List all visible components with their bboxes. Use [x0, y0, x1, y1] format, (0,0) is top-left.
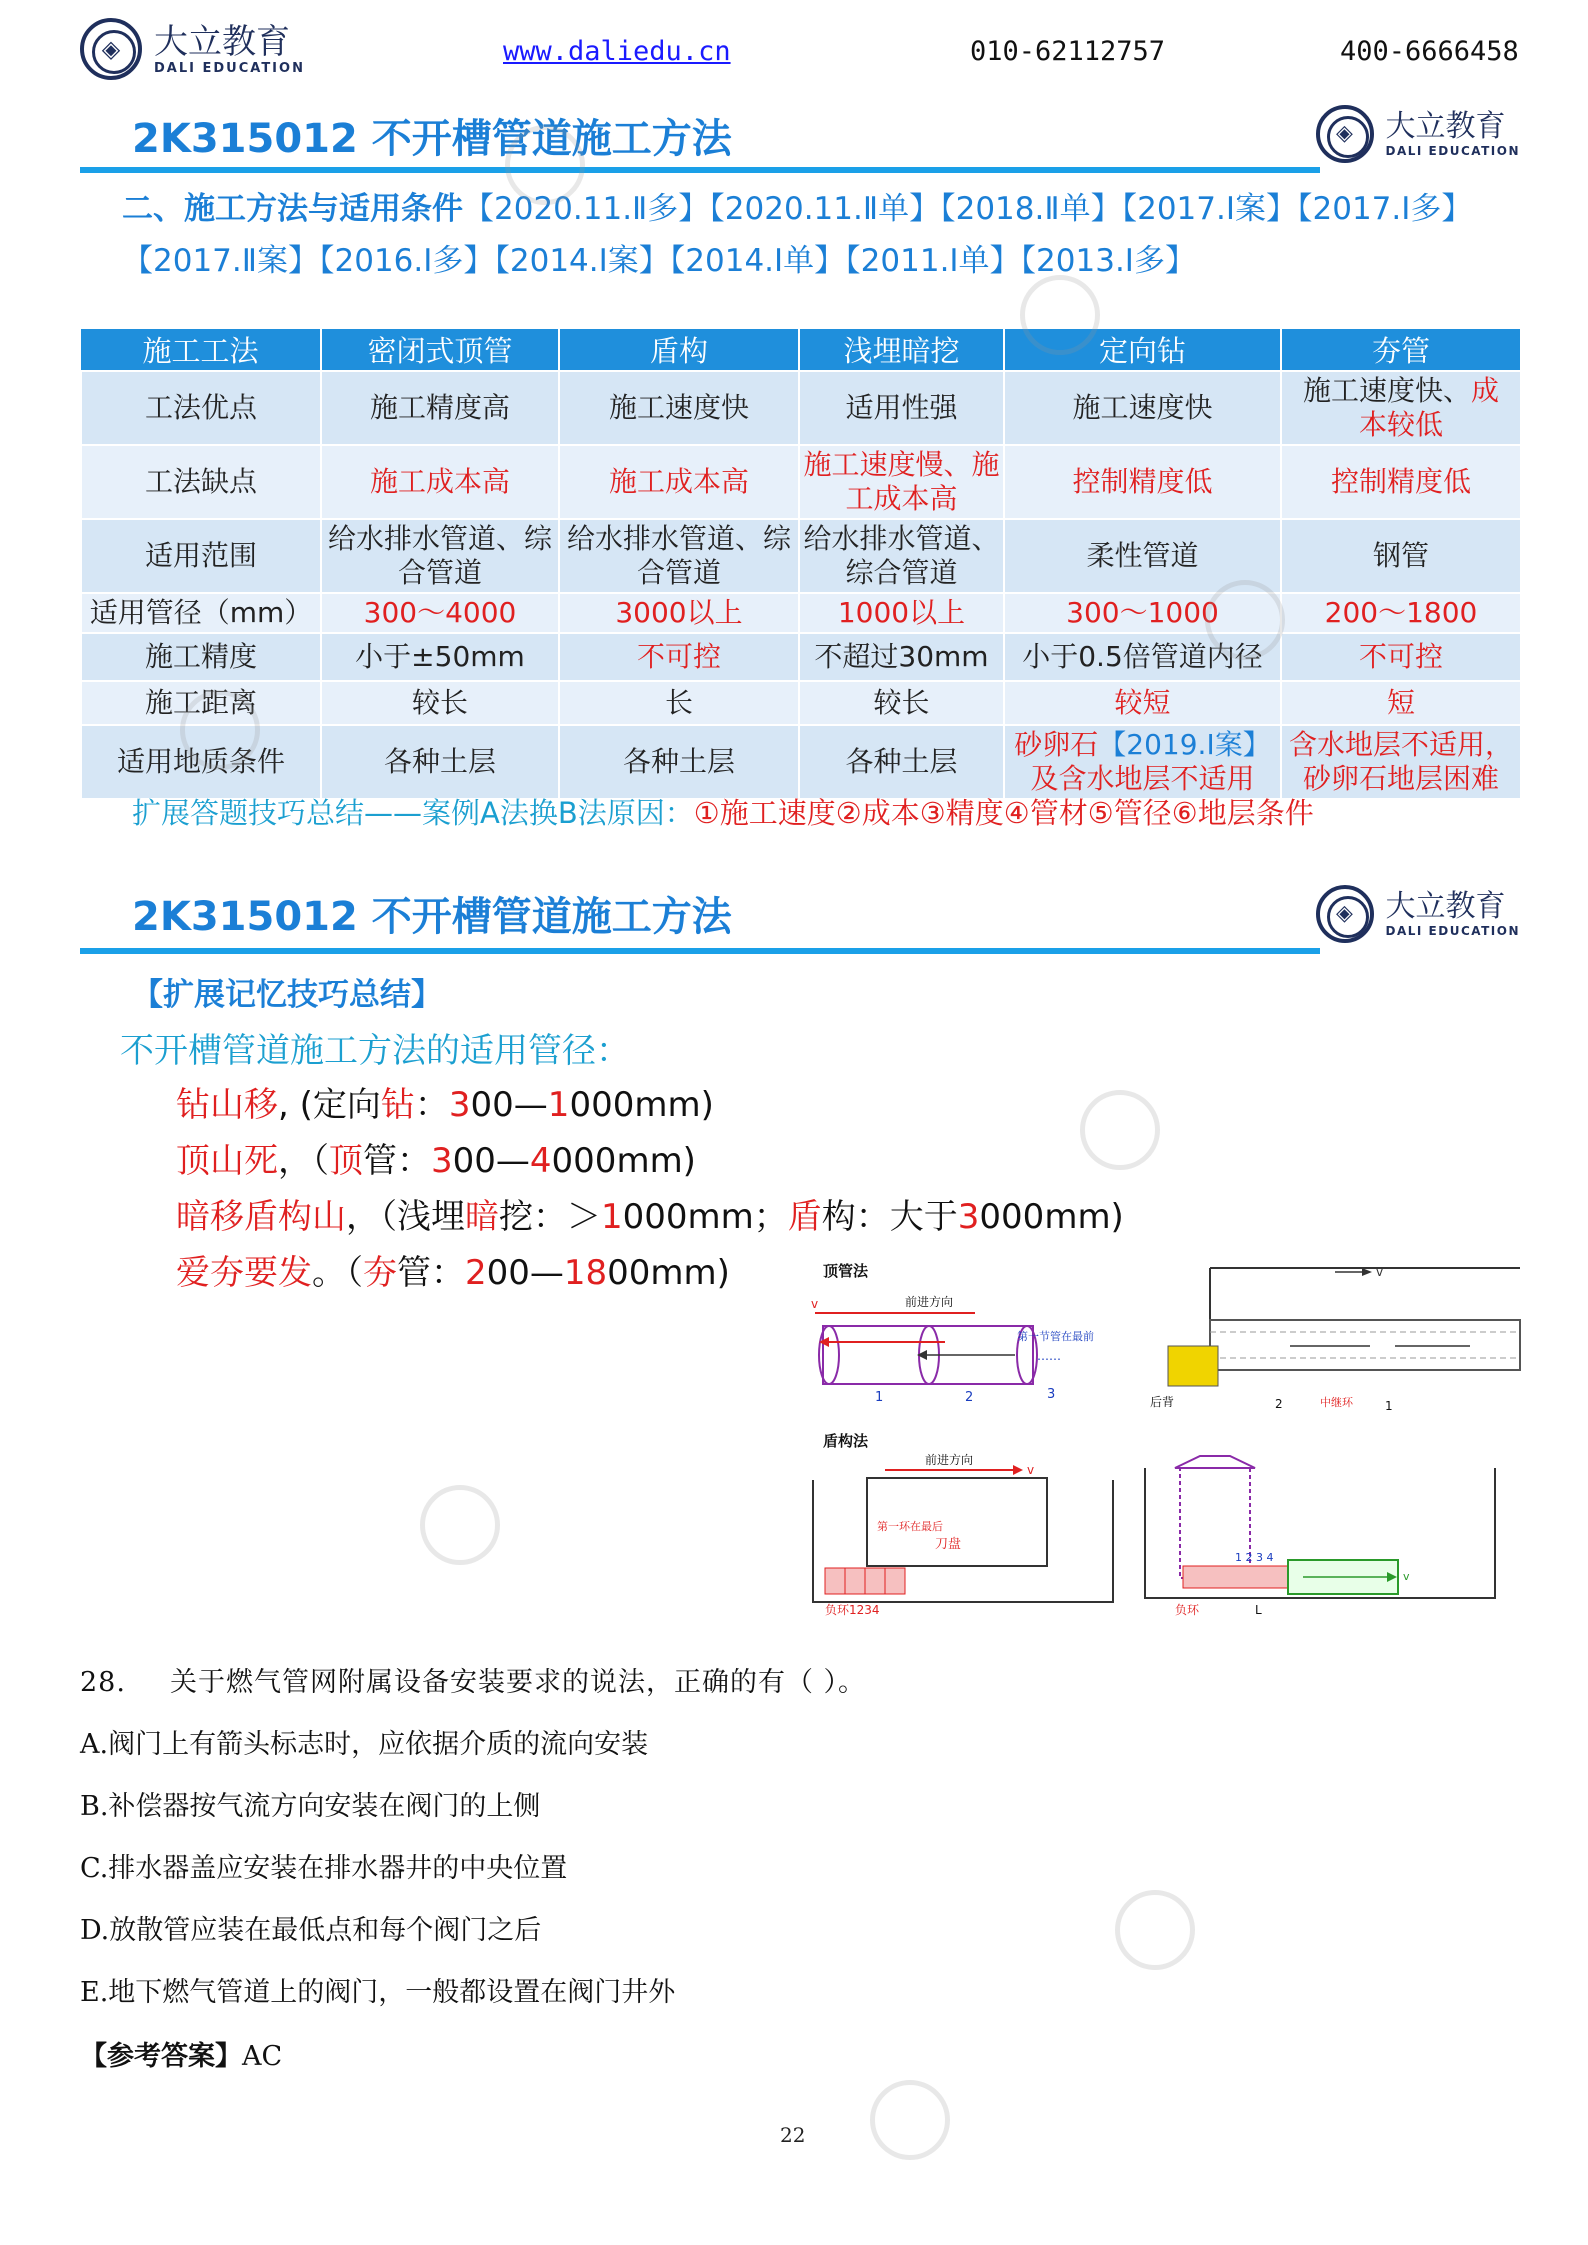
table-cell: 不可控 [559, 633, 799, 681]
neg-ring-label: 负环 [1175, 1603, 1200, 1617]
table-cell: 施工成本高 [321, 445, 559, 519]
tips-summary [132, 791, 1314, 832]
mnemonic: 顶山死 [176, 1141, 278, 1181]
mnemonic: 爱夯要发 [176, 1253, 312, 1293]
memory-heading: 【扩展记忆技巧总结】 [132, 977, 442, 1013]
first-ring-label: 第一环在最后 [877, 1520, 943, 1533]
table-cell: 不可控 [1281, 633, 1521, 681]
table-cell [1281, 371, 1521, 445]
table-cell: 施工精度高 [321, 371, 559, 445]
tips-prefix: 扩展答题技巧总结——案例A法换B法原因： [132, 796, 694, 830]
line-text: ： [414, 1085, 449, 1125]
header-logo [80, 18, 305, 80]
shield-section-diagram [1135, 1448, 1515, 1618]
slide-methods-table [80, 95, 1520, 845]
table-cell: 给水排水管道、综合管道 [559, 519, 799, 593]
table-cell: 柔性管道 [1004, 519, 1281, 593]
memory-line [176, 1133, 696, 1182]
table-cell: 含水地层不适用，砂卵石地层困难 [1281, 725, 1521, 799]
methods-table [80, 329, 1522, 800]
row-header: 施工精度 [81, 633, 321, 681]
line-key: 夯 [363, 1253, 397, 1293]
crane-top [1175, 1456, 1255, 1468]
relay-ring-label: 中继环 [1320, 1396, 1353, 1409]
line-key: 3 [431, 1141, 453, 1181]
slide-logo [1316, 885, 1521, 943]
question-stem [80, 1660, 866, 1699]
table-cell: 短 [1281, 681, 1521, 725]
logo-cn: 大立教育 [154, 21, 290, 62]
table-cell [1004, 725, 1281, 799]
table-cell: 适用性强 [799, 371, 1004, 445]
line-text: 00mm) [607, 1253, 730, 1293]
table-row [81, 519, 1521, 593]
segment-rings [1183, 1566, 1288, 1588]
diagram-title: 盾构法 [823, 1432, 869, 1450]
mnemonic: 钻山移 [176, 1085, 278, 1125]
line-key: 3 [957, 1197, 980, 1237]
tips-reasons: ①施工速度②成本③精度④管材⑤管径⑥地层条件 [693, 796, 1314, 830]
phone-number-2: 400-6666458 [1340, 36, 1519, 67]
line-key: 18 [563, 1253, 608, 1293]
mnemonic: 暗移盾构山 [176, 1197, 346, 1237]
direction-label: 前进方向 [905, 1295, 954, 1309]
line-text: 00— [470, 1085, 548, 1125]
exam-tags: 【2020.11.Ⅱ多】【2020.11.Ⅱ单】【2018.Ⅱ单】【2017.Ⅰ案】【2017.Ⅰ多】【2017.Ⅱ案】【2016.Ⅰ多】【2014.Ⅰ案】【2014.Ⅰ单】【2011.Ⅰ单】【2013.Ⅰ多】 [122, 191, 1473, 279]
answer-value: AC [242, 2041, 283, 2072]
line-text: 管： [363, 1141, 431, 1181]
page-number: 22 [780, 2123, 806, 2147]
page-header [0, 0, 1588, 100]
cutter-label: 刀盘 [935, 1537, 962, 1552]
cell-text-red: 本较低 [1358, 408, 1443, 441]
table-row [81, 371, 1521, 445]
row-header: 施工距离 [81, 681, 321, 725]
table-header-cell: 盾构 [559, 329, 799, 371]
table-cell: 各种土层 [321, 725, 559, 799]
answer-label: 【参考答案】 [80, 2041, 242, 2072]
line-text: 000mm； [622, 1197, 788, 1237]
v-label: v [1403, 1570, 1410, 1583]
table-header-cell: 定向钻 [1004, 329, 1281, 371]
memory-line [176, 1245, 730, 1294]
line-text: 构：大于 [821, 1197, 958, 1237]
option-c: C.排水器盖应安装在排水器井的中央位置 [80, 1853, 568, 1884]
memory-subheading: 不开槽管道施工方法的适用管径： [120, 1031, 630, 1071]
dali-emblem-icon [80, 18, 142, 80]
cell-text: 施工速度快、 [1302, 374, 1471, 407]
logo-en: DALI EDUCATION [1385, 924, 1520, 938]
length-label: L [1255, 1603, 1262, 1617]
backrest-block [1168, 1346, 1218, 1386]
table-cell: 施工成本高 [559, 445, 799, 519]
line-text: 000mm) [551, 1141, 696, 1181]
logo-en: DALI EDUCATION [154, 60, 305, 76]
dali-emblem-icon [1316, 105, 1374, 163]
line-key: 暗 [465, 1197, 499, 1237]
table-cell: 200～1800 [1281, 593, 1521, 633]
pipe-ramming-diagram [1140, 1258, 1525, 1443]
line-key: 顶 [329, 1141, 363, 1181]
v-label: v [1027, 1463, 1035, 1477]
line-text: ，（ [278, 1141, 329, 1181]
line-text: 00— [486, 1253, 564, 1293]
shield-method-diagram [805, 1430, 1135, 1620]
table-cell: 较长 [799, 681, 1004, 725]
table-cell: 3000以上 [559, 593, 799, 633]
table-header-cell: 密闭式顶管 [321, 329, 559, 371]
table-row [81, 593, 1521, 633]
line-key: 1 [547, 1085, 570, 1125]
logo-cn: 大立教育 [1385, 109, 1506, 144]
row-header: 适用范围 [81, 519, 321, 593]
num-label: 3 [1047, 1387, 1056, 1402]
website-link[interactable]: www.daliedu.cn [503, 36, 731, 67]
diagram-title: 顶管法 [823, 1262, 869, 1280]
num-label: 1 [1385, 1399, 1393, 1413]
row-header: 适用地质条件 [81, 725, 321, 799]
table-cell: 300～4000 [321, 593, 559, 633]
table-cell: 施工速度快 [1004, 371, 1281, 445]
option-e: E.地下燃气管道上的阀门，一般都设置在阀门井外 [80, 1977, 676, 2008]
table-cell: 小于±50mm [321, 633, 559, 681]
reference-answer [80, 2034, 282, 2073]
exam-tag: 【2019.Ⅰ案】 [1098, 728, 1271, 761]
cell-text-red: 及含水地层不适用 [1030, 762, 1255, 795]
slide-title: 2K315012 不开槽管道施工方法 [132, 116, 732, 162]
line-key: 4 [529, 1141, 552, 1181]
question-text: 关于燃气管网附属设备安装要求的说法，正确的有（ ）。 [169, 1667, 867, 1698]
first-pipe-label: 第一节管在最前 [1017, 1330, 1094, 1343]
memory-line [176, 1077, 714, 1126]
option-b: B.补偿器按气流方向安装在阀门的上侧 [80, 1791, 541, 1822]
option-a: A.阀门上有箭头标志时，应依据介质的流向安装 [80, 1729, 649, 1760]
direction-label: 前进方向 [925, 1453, 974, 1467]
v-label: v [811, 1297, 819, 1311]
watermark-icon [1115, 1890, 1195, 1970]
cell-text-red: 成 [1471, 374, 1500, 407]
phone-number-1: 010-62112757 [970, 36, 1166, 67]
dots: …… [1037, 1349, 1061, 1363]
section-heading-lead: 二、施工方法与适用条件 [122, 191, 463, 227]
table-row [81, 681, 1521, 725]
backrest-label: 后背 [1150, 1395, 1175, 1409]
table-cell: 各种土层 [799, 725, 1004, 799]
table-cell: 小于0.5倍管道内径 [1004, 633, 1281, 681]
line-text: ，（浅埋 [346, 1197, 465, 1237]
table-cell: 给水排水管道、综合管道 [321, 519, 559, 593]
line-text: 挖：＞ [499, 1197, 601, 1237]
num-label: 2 [1275, 1397, 1283, 1411]
table-cell: 施工速度快 [559, 371, 799, 445]
section-heading [122, 183, 1522, 287]
num-label: 2 [965, 1390, 974, 1405]
table-cell: 300～1000 [1004, 593, 1281, 633]
table-cell: 较长 [321, 681, 559, 725]
table-row [81, 725, 1521, 799]
table-cell: 给水排水管道、综合管道 [799, 519, 1004, 593]
slide-title: 2K315012 不开槽管道施工方法 [132, 894, 732, 940]
line-key: 3 [448, 1085, 471, 1125]
question-number: 28. [80, 1667, 126, 1698]
table-cell: 长 [559, 681, 799, 725]
ring-numbers: 1 2 3 4 [1235, 1551, 1274, 1564]
table-cell: 各种土层 [559, 725, 799, 799]
table-header-cell: 夯管 [1281, 329, 1521, 371]
row-header: 工法缺点 [81, 445, 321, 519]
line-text: 00— [452, 1141, 530, 1181]
neg-ring-label: 负环1234 [825, 1603, 880, 1617]
line-text: 000mm) [979, 1197, 1124, 1237]
table-cell: 控制精度低 [1004, 445, 1281, 519]
line-text: , (定向 [278, 1085, 381, 1125]
table-cell: 较短 [1004, 681, 1281, 725]
table-cell: 施工速度慢、施工成本高 [799, 445, 1004, 519]
line-text: 。（ [312, 1253, 363, 1293]
line-key: 盾 [787, 1197, 822, 1237]
v-label: v [1376, 1265, 1384, 1279]
table-cell: 1000以上 [799, 593, 1004, 633]
table-row [81, 445, 1521, 519]
table-cell: 控制精度低 [1281, 445, 1521, 519]
memory-line [176, 1189, 1124, 1238]
cell-text-red: 砂卵石 [1014, 728, 1099, 761]
line-key: 钻 [380, 1085, 415, 1125]
table-header-cell: 浅埋暗挖 [799, 329, 1004, 371]
table-row [81, 633, 1521, 681]
line-text: 000mm) [569, 1085, 714, 1125]
row-header: 适用管径（mm） [81, 593, 321, 633]
title-underline [80, 948, 1320, 954]
table-cell: 不超过30mm [799, 633, 1004, 681]
logo-cn: 大立教育 [1385, 889, 1506, 924]
num-label: 1 [875, 1390, 884, 1405]
title-underline [80, 167, 1320, 173]
table-header-cell: 施工工法 [81, 329, 321, 371]
pipe-body [1210, 1320, 1520, 1370]
watermark-icon [870, 2080, 950, 2160]
logo-en: DALI EDUCATION [1385, 144, 1520, 158]
dali-emblem-icon [1316, 885, 1374, 943]
line-text: 管： [397, 1253, 465, 1293]
slide-logo [1316, 105, 1521, 163]
table-header-row [81, 329, 1521, 371]
arrowhead [1013, 1465, 1023, 1475]
pipe-jacking-diagram [805, 1258, 1145, 1408]
line-key: 1 [601, 1197, 623, 1237]
line-key: 2 [465, 1253, 487, 1293]
table-cell: 钢管 [1281, 519, 1521, 593]
row-header: 工法优点 [81, 371, 321, 445]
option-d: D.放散管应装在最低点和每个阀门之后 [80, 1915, 542, 1946]
arrowhead [1362, 1268, 1372, 1276]
